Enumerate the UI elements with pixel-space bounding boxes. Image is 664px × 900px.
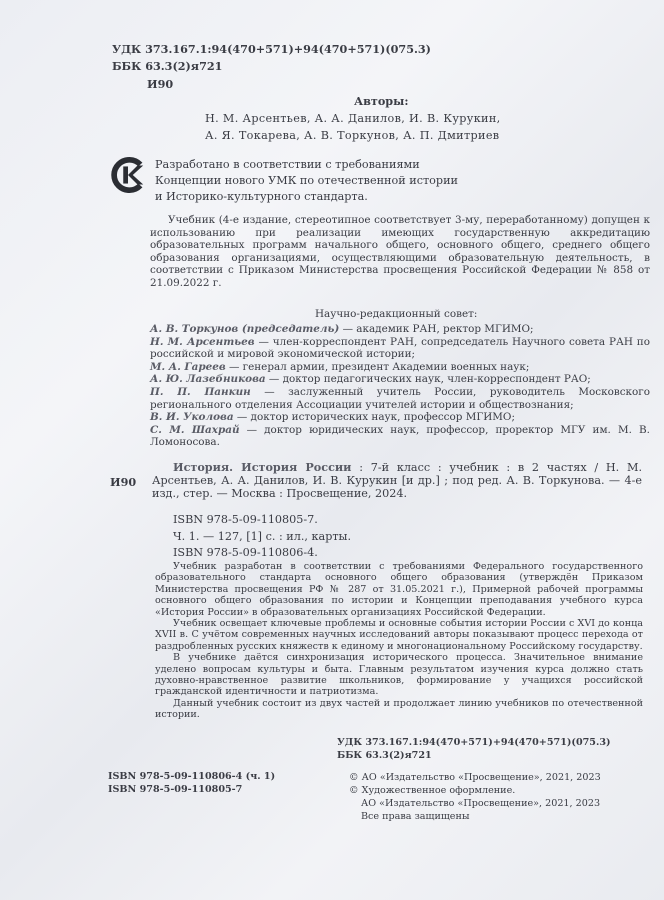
council-member [150,386,650,411]
approval-text: Учебник (4-е издание, стереотипное соответствует 3-му, переработанному) допущен к использованию при реализации имеющих государственную аккредитацию образовательных программ начального общего, основного общего, среднего общего образования организациями, осуществляющими образовательную деятельность, в соответствии с Приказом Министерства просвещения Российской Федерации № 858 от 21.09.2022 г. [150,214,650,289]
council-member-desc: — доктор исторических наук, профессор МГИМО; [233,411,515,424]
isbn-line-2: ISBN 978-5-09-110805-7 [108,784,243,795]
council-member-desc: — доктор педагогических наук, член-корреспондент РАО; [265,373,591,386]
annotation-paragraph: Учебник освещает ключевые проблемы и основные события истории России с XVI до конца XVII в. С учётом современных научных исследований авторы показывают процесс перехода от раздробленных русских княжеств к единому и многонациональному Российскому государству. [155,618,643,652]
council-member [150,424,650,449]
footer-udk-code: УДК 373.167.1:94(470+571)+94(470+571)(075.3) [337,737,611,748]
catalog-mark: И90 [110,475,137,489]
isbn-set: ISBN 978-5-09-110805-7. [173,513,318,526]
concept-line-2: Концепции нового УМК по отечественной истории [155,174,458,187]
copyright-line-2: © Художественное оформление. [349,785,516,796]
council-member-name: А. Ю. Лазебникова [150,373,266,386]
copyright-line-1: © АО «Издательство «Просвещение», 2021, 2023 [349,772,601,783]
council-member-name: М. А. Гареев [150,360,226,373]
annotation-paragraph: Учебник разработан в соответствии с требованиями Федерального государственного образовательного стандарта основного общего образования (утверждён Приказом Министерства просвещения РФ № 287 от 31.05.2021 г.), Примерной рабочей программы основного общего образования по истории и Концепции преподавания учебного курса «История России» в образовательных организациях Российской Федерации. [155,561,643,618]
annotation-paragraph: Данный учебник состоит из двух частей и продолжает линию учебников по отечественной истории. [155,697,643,721]
annotation [155,561,643,721]
isbn-line-1: ISBN 978-5-09-110806-4 (ч. 1) [108,771,276,782]
council-member-desc: — доктор юридических наук, профессор, проректор МГУ им. М. В. Ломоносова. [150,423,650,449]
council-title: Научно-редакционный совет: [315,308,478,320]
council-member-desc: — генерал армии, президент Академии военных наук; [225,360,530,373]
council-member [150,336,650,361]
authors-line-2: А. Я. Токарева, А. В. Торкунов, А. П. Дмитриев [205,129,500,142]
ik-logo-icon [109,156,147,194]
council-member-name: А. В. Торкунов (председатель) [150,323,340,335]
council-member-name: Н. М. Арсентьев [150,335,255,348]
council-member-name: В. И. Уколова [150,411,234,424]
council-member [150,373,650,386]
copyright-line-3: АО «Издательство «Просвещение», 2021, 2023 [361,798,601,809]
bbk-code: ББК 63.3(2)я721 [112,59,223,73]
author-mark: И90 [147,77,174,91]
udk-code: УДК 373.167.1:94(470+571)+94(470+571)(075.3) [112,42,431,56]
concept-line-3: и Историко-культурного стандарта. [155,190,368,203]
isbn-part: ISBN 978-5-09-110806-4. [173,546,318,559]
authors-line-1: Н. М. Арсентьев, А. А. Данилов, И. В. Курукин, [205,112,501,125]
council-member-desc: — заслуженный учитель России, руководитель Московского регионального отделения Ассоциации учителей истории и обществознания; [150,385,650,411]
part-info: Ч. 1. — 127, [1] с. : ил., карты. [173,530,352,543]
authors-title: Авторы: [354,94,409,108]
catalog-description: : 7-й класс : учебник : в 2 частях / Н. М. Арсентьев, А. А. Данилов, И. В. Курукин [и др.] ; под ред. А. В. Торкунова. — 4-е изд., стер. — Москва : Просвещение, 2024. [152,461,642,500]
council-member-desc: — академик РАН, ректор МГИМО; [339,323,534,335]
council-list [150,323,650,449]
concept-line-1: Разработано в соответствии с требованиями [155,158,420,171]
council-member-name: П. П. Панкин [150,385,251,398]
council-member-desc: — член-корреспондент РАН, сопредседатель Научного совета РАН по российской и мировой экономической истории; [150,335,650,361]
council-member-name: С. М. Шахрай [150,423,240,436]
catalog-title: История. История России [173,460,352,474]
footer-bbk-code: ББК 63.3(2)я721 [337,750,432,761]
council-member [150,361,650,374]
annotation-paragraph: В учебнике даётся синхронизация исторического процесса. Значительное внимание уделено вопросам культуры и быта. Главным результатом изучения курса должно стать духовно-нравственное развитие школьников, формирование у учащихся российской гражданской идентичности и патриотизма. [155,652,643,698]
copyright-line-4: Все права защищены [361,811,470,822]
catalog-entry [152,461,642,500]
council-member [150,411,650,424]
council-member [150,323,650,336]
